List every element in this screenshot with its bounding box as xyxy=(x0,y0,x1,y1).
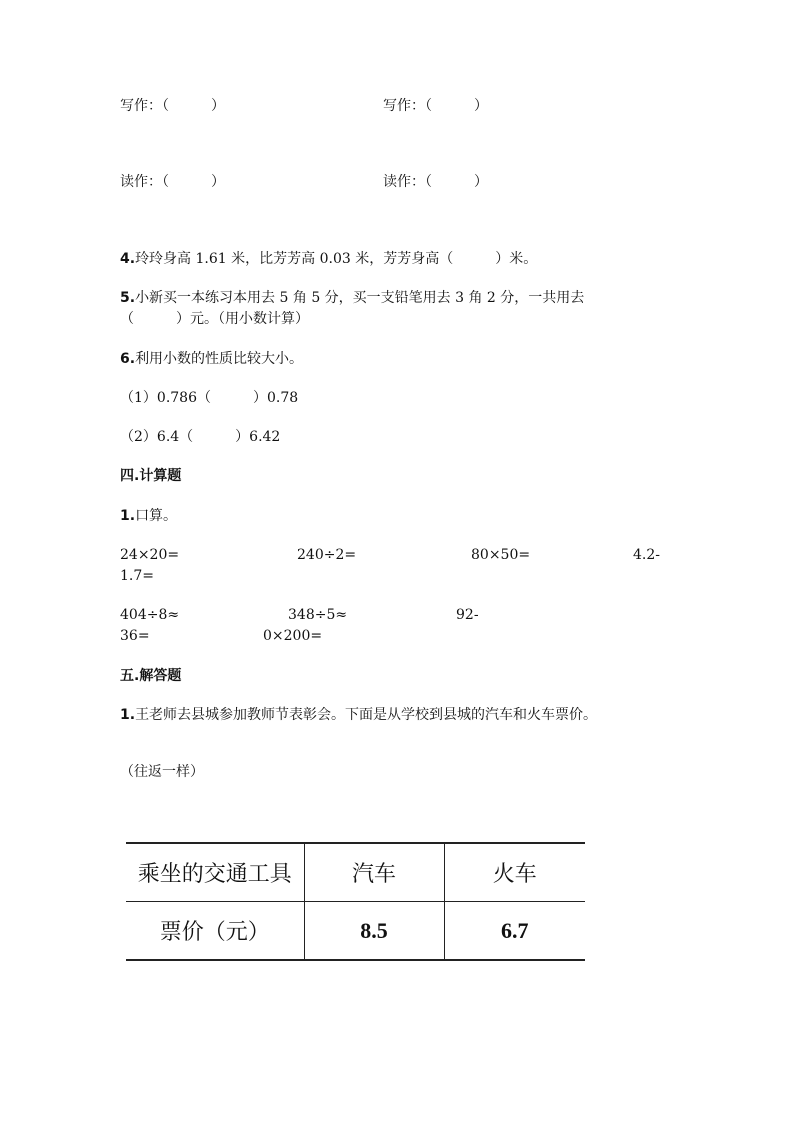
calc-item: 24×20= xyxy=(120,547,180,563)
question-text: 利用小数的性质比较大小。 xyxy=(135,351,304,367)
question-5-line2: （ ）元。（用小数计算） xyxy=(120,311,309,327)
question-text: 王老师去县城参加教师节表彰会。下面是从学校到县城的汽车和火车票价。 xyxy=(135,707,598,723)
answer-question-1 xyxy=(120,706,597,724)
write-right: 写作：（ ） xyxy=(383,98,488,114)
table-header-cell: 乘坐的交通工具 xyxy=(126,843,304,902)
question-4 xyxy=(120,250,537,268)
question-text: 玲玲身高 1.61 米，比芳芳高 0.03 米，芳芳身高（ ）米。 xyxy=(135,251,538,267)
question-number: 5. xyxy=(120,290,136,306)
table-cell: 票价（元） xyxy=(126,902,304,961)
calc-item: 348÷5≈ xyxy=(288,607,348,623)
question-number: 6. xyxy=(120,351,136,367)
calc-item: 404÷8≈ xyxy=(120,607,180,623)
calc-item-wrap: 1.7= xyxy=(120,568,154,584)
calc-item-wrap: 36= xyxy=(120,628,150,644)
compare-item-1: （1）0.786（ ）0.78 xyxy=(120,390,299,406)
table-header-cell: 火车 xyxy=(444,843,585,902)
calc-item: 4.2- xyxy=(633,547,660,563)
calc-item: 0×200= xyxy=(263,628,323,644)
table-header-cell: 汽车 xyxy=(304,843,444,902)
question-5 xyxy=(120,289,584,307)
read-left: 读作：（ ） xyxy=(120,174,225,190)
calc-item: 80×50= xyxy=(471,547,531,563)
table-cell: 8.5 xyxy=(304,902,444,961)
table-cell: 6.7 xyxy=(444,902,585,961)
calc-item: 240÷2= xyxy=(297,547,357,563)
question-number: 1. xyxy=(120,508,136,524)
fare-table xyxy=(126,842,585,961)
calc-question-1 xyxy=(120,507,177,525)
question-6 xyxy=(120,350,303,368)
table-row xyxy=(126,902,585,961)
question-number: 1. xyxy=(120,707,136,723)
section-title-calc: 四.计算题 xyxy=(120,468,182,484)
table-row xyxy=(126,843,585,902)
question-text: 小新买一本练习本用去 5 角 5 分，买一支铅笔用去 3 角 2 分，一共用去 xyxy=(135,290,585,306)
write-left: 写作：（ ） xyxy=(120,98,225,114)
answer-note: （往返一样） xyxy=(120,764,204,780)
question-text: 口算。 xyxy=(135,508,178,524)
section-title-answer: 五.解答题 xyxy=(120,668,182,684)
question-number: 4. xyxy=(120,251,136,267)
read-right: 读作：（ ） xyxy=(383,174,488,190)
calc-item: 92- xyxy=(456,607,479,623)
compare-item-2: （2）6.4（ ）6.42 xyxy=(120,429,281,445)
